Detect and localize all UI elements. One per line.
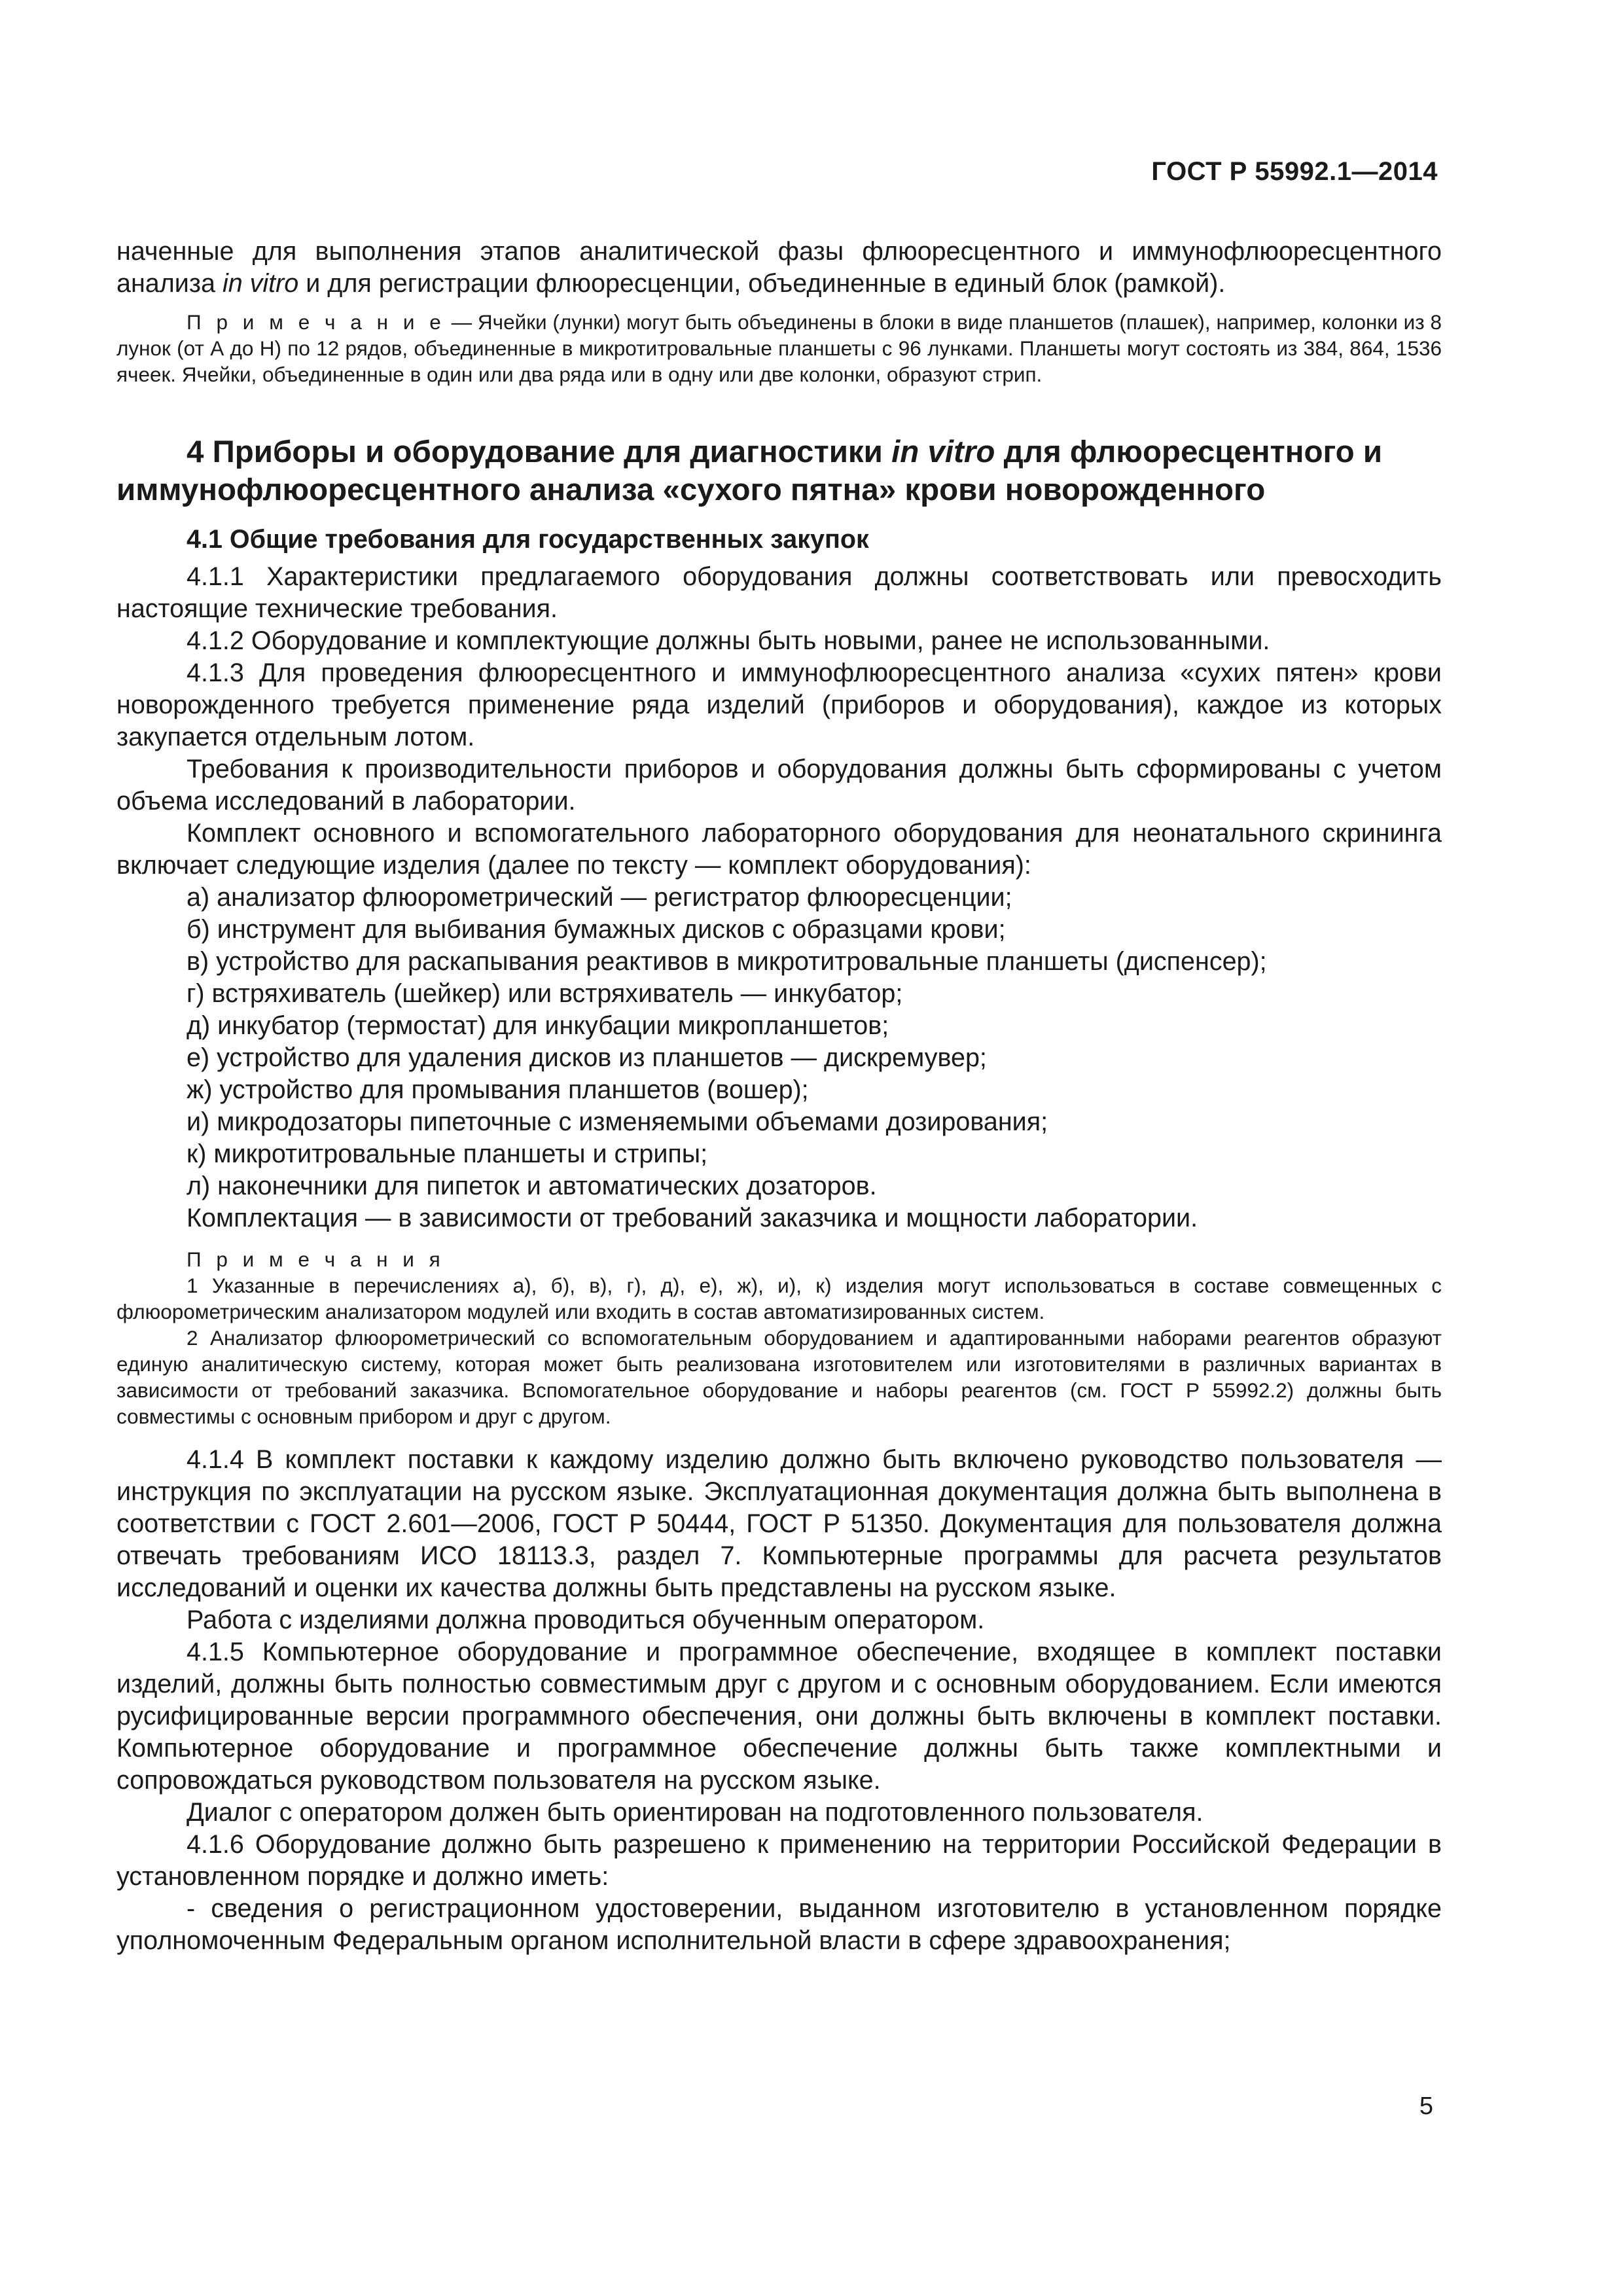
heading-part-b: для флюоресцентного и иммунофлюоресцентного анализа «сухого пятна» крови новорожденного [116,435,1383,507]
intro-italic: in vitro [222,269,299,298]
list-item: в) устройство для раскапывания реактивов в микротитровальные планшеты (диспенсер); [187,947,1267,976]
list-item: б) инструмент для выбивания бумажных дисков с образцами крови; [187,915,1006,944]
list-item: л) наконечники для пипеток и автоматических дозаторов. [187,1172,877,1200]
list-item: ж) устройство для промывания планшетов (вошер); [187,1075,809,1104]
list-item: и) микродозаторы пипеточные с изменяемыми объемами дозирования; [187,1107,1048,1136]
paragraph-4-1-6: 4.1.6 Оборудование должно быть разрешено к применению на территории Российской Федерации в установленном порядке и должно иметь: [116,1830,1442,1891]
list-item: а) анализатор флюорометрический — регистратор флюоресценции; [187,883,1012,912]
note-2: 2 Анализатор флюорометрический со вспомогательным оборудованием и адаптированными наборами реагентов образуют единую аналитическую систему, которая может быть реализована изготовителем или изготовителями в различных вариантах в зависимости от требований заказчика. Вспомогательное оборудование и наборы реагентов (см. ГОСТ Р 55992.2) должны быть совместимы с основным прибором и друг с другом. [116,1326,1442,1428]
heading-italic: in vitro [891,435,995,469]
note-label: П р и м е ч а н и е [187,310,446,334]
paragraph-4-1-2: 4.1.2 Оборудование и комплектующие должны быть новыми, ранее не использованными. [187,626,1270,655]
page-number: 5 [1419,2092,1433,2120]
paragraph-operator: Работа с изделиями должна проводиться обученным оператором. [187,1605,985,1634]
list-item: г) встряхиватель (шейкер) или встряхиватель — инкубатор; [187,979,903,1008]
note-text: — Ячейки (лунки) могут быть объединены в блоки в виде планшетов (плашек), например, колонки из 8 лунок (от А до Н) по 12 рядов, объединенные в микротитровальные планшеты с 96 лунками. Планшеты могут состоять из 384, 864, 1536 ячеек. Ячейки, объединенные в один или два ряда или в одну или две колонки, образуют стрип. [116,310,1442,386]
intro-text-end: и для регистрации флюоресценции, объединенные в единый блок (рамкой). [306,269,1226,298]
heading-part-a: 4 Приборы и оборудование для диагностики [187,435,883,469]
page-content [116,236,1442,1957]
paragraph-complect: Комплектация — в зависимости от требований заказчика и мощности лаборатории. [187,1204,1198,1232]
note-1: 1 Указанные в перечислениях а), б), в), г), д), е), ж), и), к) изделия могут использоваться в составе совмещенных с флюорометрическим анализатором модулей или входить в состав автоматизированных систем. [116,1274,1442,1323]
section-4-heading [116,433,1442,509]
subsection-4-1-heading: 4.1 Общие требования для государственных закупок [187,525,869,554]
doc-header-code: ГОСТ Р 55992.1—2014 [1151,157,1438,186]
paragraph-4-1-5: 4.1.5 Компьютерное оборудование и программное обеспечение, входящее в комплект поставки изделий, должны быть полностью совместимым друг с другом и с основным оборудованием. Если имеются русифицированные версии программного обеспечения, они должны быть включены в комплект поставки. Компьютерное оборудование и программное обеспечение должны быть также комплектными и сопровождаться руководством пользователя на русском языке. [116,1638,1442,1795]
list-item: е) устройство для удаления дисков из планшетов — дискремувер; [187,1043,987,1072]
paragraph-performance: Требования к производительности приборов и оборудования должны быть сформированы с учетом объема исследований в лаборатории. [116,755,1442,816]
paragraph-dialog: Диалог с оператором должен быть ориентирован на подготовленного пользователя. [187,1798,1204,1827]
paragraph-registration: - сведения о регистрационном удостоверении, выданном изготовителю в установленном порядке уполномоченным Федеральным органом исполнительной власти в сфере здравоохранения; [116,1894,1442,1955]
intro-paragraph [116,236,1442,300]
notes-block [116,1246,1442,1429]
paragraph-4-1-1: 4.1.1 Характеристики предлагаемого оборудования должны соответствовать или превосходить настоящие технические требования. [116,562,1442,623]
notes-label: П р и м е ч а н и я [187,1247,445,1271]
paragraph-4-1-3: 4.1.3 Для проведения флюоресцентного и иммунофлюоресцентного анализа «сухих пятен» крови новорожденного требуется применение ряда изделий (приборов и оборудования), каждое из которых закупается отдельным лотом. [116,658,1442,751]
list-item: д) инкубатор (термостат) для инкубации микропланшетов; [187,1011,889,1040]
paragraph-kit: Комплект основного и вспомогательного лабораторного оборудования для неонатального скрининга включает следующие изделия (далее по тексту — комплект оборудования): [116,819,1442,880]
intro-text: наченные для выполнения этапов аналитической фазы флюоресцентного и иммунофлюоресцентного анализа [116,237,1442,298]
paragraph-4-1-4: 4.1.4 В комплект поставки к каждому изделию должно быть включено руководство пользователя — инструкция по эксплуатации на русском языке. Эксплуатационная документация должна быть выполнена в соответствии с ГОСТ 2.601—2006, ГОСТ Р 50444, ГОСТ Р 51350. Документация для пользователя должна отвечать требованиям ИСО 18113.3, раздел 7. Компьютерные программы для расчета результатов исследований и оценки их качества должны быть представлены на русском языке. [116,1445,1442,1602]
list-item: к) микротитровальные планшеты и стрипы; [187,1139,708,1168]
intro-note [116,309,1442,387]
